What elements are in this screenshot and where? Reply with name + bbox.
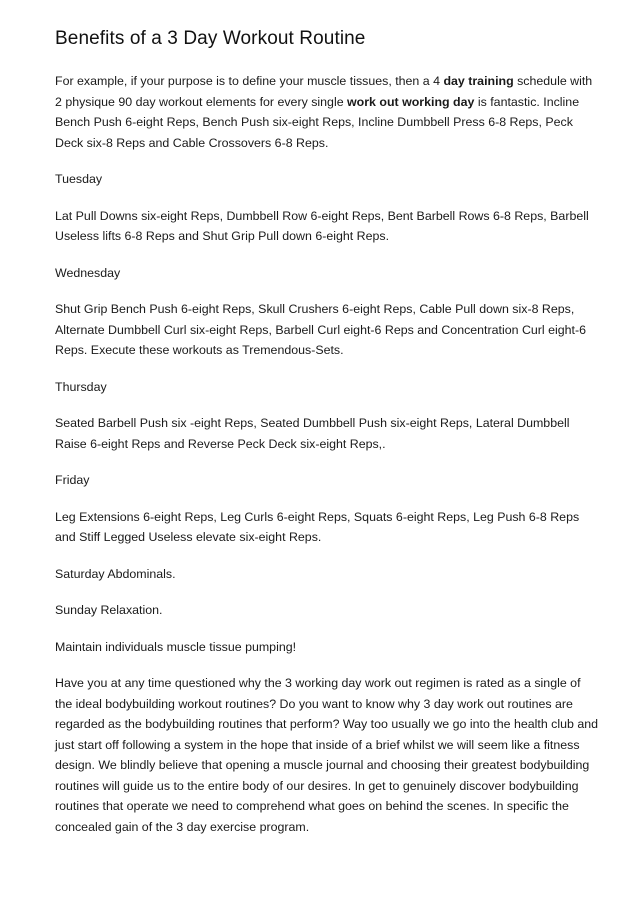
day-heading-tuesday: Tuesday [55, 172, 103, 186]
document-title: Benefits of a 3 Day Workout Routine [55, 28, 366, 49]
intro-text-2: schedule with 2 physique 90 day workout elements for every single [55, 74, 593, 109]
day-text-thursday: Seated Barbell Push six -eight Reps, Seated Dumbbell Push six-eight Reps, Lateral Dumbbell Raise 6-eight Reps and Reverse Peck Deck six-eight Reps,. [55, 416, 570, 451]
intro-paragraph [55, 71, 598, 153]
closing-paragraph: Have you at any time questioned why the 3 working day work out regimen is rated as a single of the ideal bodybuilding workout routines? Do you want to know why 3 day work out routines are regarded as the bodybuilding routines that perform? Way too usually we go into the health club and just start off following a system in the hope that inside of a brief whilst we will seem like a fitness design. We blindly believe that opening a muscle journal and choosing their greatest bodybuilding routines will guide us to the entire body of our desires. In get to genuinely discover bodybuilding routines that operate we need to comprehend what goes on behind the scenes. In specific the concealed gain of the 3 day exercise program. [55, 676, 599, 834]
saturday-line: Saturday Abdominals. [55, 566, 176, 581]
intro-text-3: is fantastic. Incline Bench Push 6-eight Reps, Bench Push six-eight Reps, Incline Dumbbell Press 6-8 Reps, Peck Deck six-8 Reps and Cable Crossovers 6-8 Reps. [55, 94, 580, 150]
day-heading-thursday: Thursday [55, 379, 107, 394]
day-text-friday: Leg Extensions 6-eight Reps, Leg Curls 6-eight Reps, Squats 6-eight Reps, Leg Push 6-8 Reps and Stiff Legged Useless elevate six-eight Reps. [55, 509, 580, 544]
intro-text-1: For example, if your purpose is to define your muscle tissues, then a 4 [55, 74, 444, 88]
day-text-wednesday: Shut Grip Bench Push 6-eight Reps, Skull Crushers 6-eight Reps, Cable Pull down six-8 Reps, Alternate Dumbbell Curl six-eight Reps, Barbell Curl eight-6 Reps and Concentration Curl eight-6 Reps. Execute these workouts as Tremendous-Sets. [55, 302, 586, 357]
intro-bold-1: day training [443, 74, 514, 88]
intro-bold-2: work out working day [347, 94, 475, 109]
day-heading-friday: Friday [55, 473, 90, 487]
day-text-tuesday: Lat Pull Downs six-eight Reps, Dumbbell Row 6-eight Reps, Bent Barbell Rows 6-8 Reps, Barbell Useless lifts 6-8 Reps and Shut Grip Pull down 6-eight Reps. [55, 208, 589, 243]
day-heading-wednesday: Wednesday [55, 265, 121, 280]
sunday-line: Sunday Relaxation. [55, 603, 163, 617]
maintain-line: Maintain individuals muscle tissue pumping! [55, 639, 297, 654]
